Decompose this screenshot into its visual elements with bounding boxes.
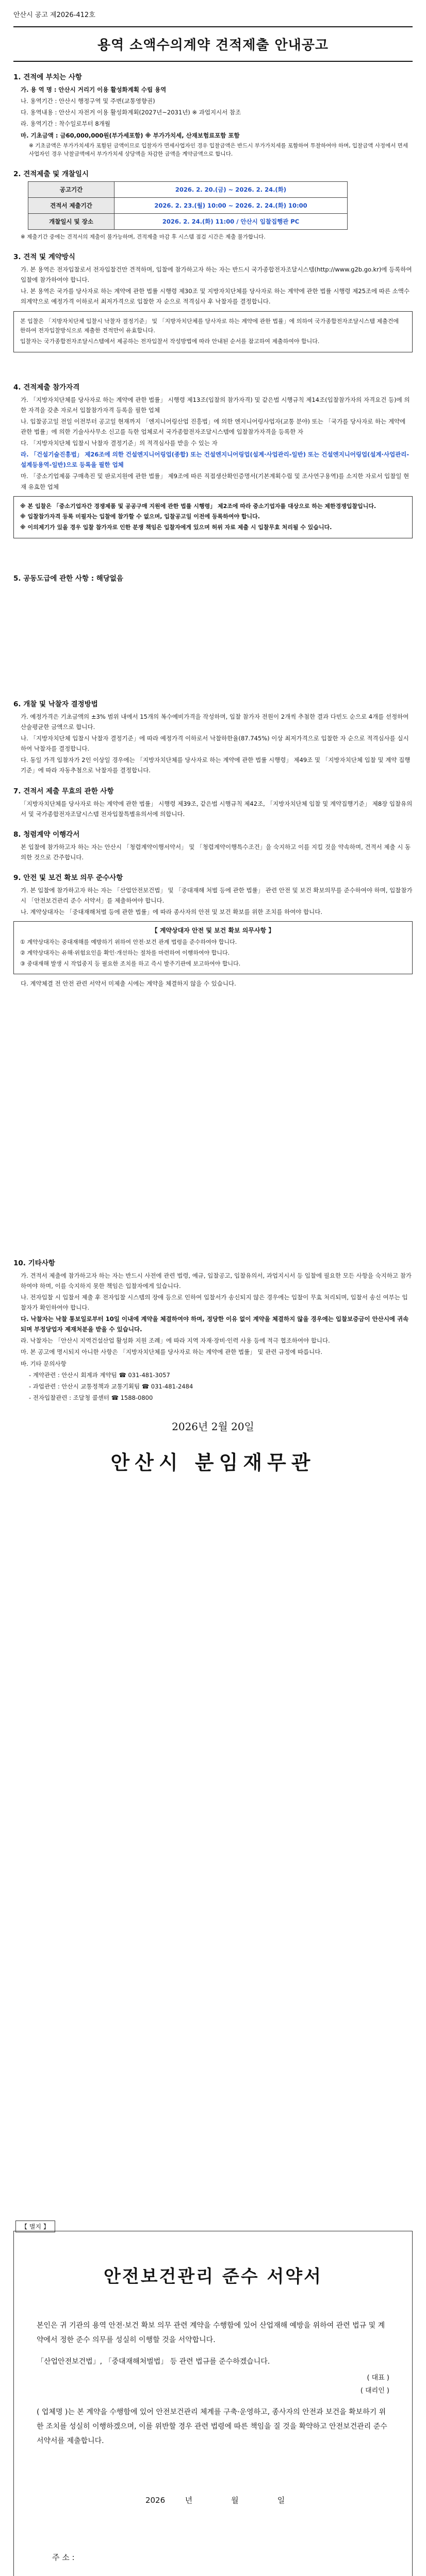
form-tag: 【 별지 】 xyxy=(15,2221,55,2232)
section-10-heading: 10. 기타사항 xyxy=(13,1259,55,1267)
sec9-after: 다. 계약체결 전 안전 관련 서약서 미제출 시에는 계약을 체결하지 않을 수 있습니다. xyxy=(21,980,236,988)
sec6-item: 가. 예정가격은 기초금액의 ±3% 범위 내에서 15개의 복수예비가격을 작성하며, 입찰 참가자 전원이 2개씩 추첨한 결과 다빈도 순으로 4개를 선정하여 산술평균한 금액으로 합니다. xyxy=(21,713,409,731)
sec9-box-line: ③ 중대재해 발생 시 작업중지 등 필요한 조치를 하고 즉시 발주기관에 보고하여야 합니다. xyxy=(20,960,241,967)
sec4-box-line: ※ 본 입찰은 「중소기업자간 경쟁제품 및 공공구매 지원에 관한 법률 시행령」 제2조에 따라 중소기업자를 대상으로 하는 제한경쟁입찰입니다. xyxy=(20,502,376,510)
sec2-note: ※ 제출기간 중에는 견적서의 제출이 불가능하며, 견적제출 마감 후 시스템 점검 시간은 제출 불가합니다. xyxy=(21,234,266,241)
section-3 xyxy=(13,251,413,352)
section-10 xyxy=(13,1257,413,1403)
pledge-title: 안전보건관리 준수 서약서 xyxy=(104,2266,322,2287)
sec9-obligation-box xyxy=(13,921,413,974)
sec10-item: 다. 낙찰자는 낙찰 통보일로부터 10일 이내에 계약을 체결하여야 하며, 정당한 이유 없이 계약을 체결하지 않을 경우에는 입찰보증금이 안산시에 귀속되며 부정당업자 제재처분을 받을 수 있습니다. xyxy=(21,1315,409,1333)
sec4-item: 마. 「중소기업제품 구매촉진 및 판로지원에 관한 법률」 제9조에 따른 직접생산확인증명서(기본계획수립 및 조사연구용역)를 소지한 자로서 입찰일 현재 유효한 업체 xyxy=(21,472,409,490)
schedule-value: 2026. 2. 24.(화) 11:00 / 안산시 입찰집행관 PC xyxy=(114,214,348,230)
sec9-box-title: 【 계약상대자 안전 및 보건 확보 의무사항 】 xyxy=(151,927,275,935)
sec6-item: 나. 「지방자치단체 입찰시 낙찰자 결정기준」에 따라 예정가격 이하로서 낙찰하한율(87.745%) 이상 최저가격으로 입찰한 자 순으로 적격심사를 실시하여 낙찰자를 결정합니다. xyxy=(21,735,409,753)
section-8-heading: 8. 청렴계약 이행각서 xyxy=(13,830,80,839)
pledge-para-2: 「산업안전보건법」, 「중대재해처벌법」 등 관련 법규를 준수하겠습니다. xyxy=(37,2358,270,2366)
section-4 xyxy=(13,381,413,538)
sec10-item: 마. 본 공고에 명시되지 아니한 사항은 「지방자치단체를 당사자로 하는 계약에 관한 법률」 및 관련 규정에 따릅니다. xyxy=(21,1348,323,1356)
section-8 xyxy=(13,828,413,862)
sec10-item: 가. 견적서 제출에 참가하고자 하는 자는 반드시 사전에 관련 법령, 예규, 입찰공고, 입찰유의서, 과업지시서 등 입찰에 필요한 모든 사항을 숙지하고 참가하여야 하며, 이를 숙지하지 못한 책임은 입찰자에게 있습니다. xyxy=(21,1272,412,1290)
table-row xyxy=(28,182,348,198)
sec3-notice-box xyxy=(13,311,413,352)
document-title: 용역 소액수의계약 견적제출 안내공고 xyxy=(13,26,413,62)
section-7 xyxy=(13,785,413,819)
schedule-key: 공고기간 xyxy=(28,182,114,198)
sec7-item: 「지방자치단체를 당사자로 하는 계약에 관한 법률」 시행령 제39조, 같은법 시행규칙 제42조, 「지방자치단체 입찰 및 계약집행기준」 제8장 입찰유의서 및 국가종합전자조달시스템 전자입찰특별유의서에 의합니다. xyxy=(21,800,413,818)
sec4-item: 나. 입찰공고일 전일 이전부터 공고일 현재까지 「엔지니어링산업 진흥법」에 의한 엔지니어링사업자(교통 분야) 또는 「국가를 당사자로 하는 계약에 관한 법률」에 의한 기술사사무소 신고를 득한 업체로서 국가종합전자조달시스템에 입찰참가자격을 등록한 자 xyxy=(21,417,406,435)
section-3-heading: 3. 견적 및 계약방식 xyxy=(13,253,75,262)
sec4-box-line: ※ 입찰참가자격 등록 미필자는 입찰에 참가할 수 없으며, 입찰공고일 이전에 등록하여야 합니다. xyxy=(20,513,260,520)
sec9-item: 나. 계약상대자는 「중대재해처벌 등에 관한 법률」에 따라 종사자의 안전 및 보건 확보를 위한 조치를 하여야 합니다. xyxy=(21,908,323,916)
sec4-notice-box xyxy=(13,496,413,538)
pledge-date-month-label: 월 xyxy=(231,2496,239,2505)
sec10-contact: - 계약관련 : 안산시 회계과 계약팀 ☎ 031-481-3057 xyxy=(29,1371,170,1379)
issue-date: 2026년 2월 20일 xyxy=(172,1420,254,1433)
sec4-item: 라. 「건설기술진흥법」 제26조에 의한 건설엔지니어링업(종합) 또는 건설엔지니어링업(설계·사업관리-일반) 또는 건설엔지니어링업(설계·사업관리-설계등용역-일반)으로 등록을 필한 업체 xyxy=(21,451,409,469)
section-1 xyxy=(13,71,413,159)
section-5-heading: 5. 공동도급에 관한 사항 : 해당없음 xyxy=(13,574,123,583)
sec10-item: 나. 전자입찰 시 입찰서 제출 후 전자입찰 시스템의 장애 등으로 인하여 입찰서가 송신되지 않은 경우에는 입찰이 무효 처리되며, 입찰서 송신 여부는 입찰자가 확인하여야 합니다. xyxy=(21,1293,408,1311)
table-row xyxy=(28,198,348,214)
issuer-name: 안산시 분임재무관 xyxy=(110,1451,316,1475)
sec1-item: 가. 용 역 명 : 안산시 거리기 이용 활성화계획 수립 용역 xyxy=(21,86,167,93)
sec3-item: 가. 본 용역은 전자입찰로서 전자입찰건만 견적하며, 입찰에 참가하고자 하는 자는 반드시 국가종합전자조달시스템(http://www.g2b.go.kr)에 등록하여 입찰에 참가하여야 합니다. xyxy=(21,266,412,284)
sec1-item: 나. 용역기간 : 안산시 행정구역 및 주변(교통영향권) xyxy=(21,97,155,105)
pledge-address-row xyxy=(52,2552,389,2563)
section-9-heading: 9. 안전 및 보건 확보 의무 준수사항 xyxy=(13,874,123,883)
pledge-para-3: ( 업체명 )는 본 계약을 수행함에 있어 안전보건관리 체계를 구축·운영하고, 종사자의 안전과 보건을 확보하기 위한 조치를 성실히 이행하겠으며, 이를 위반할 경우 관련 법령에 따른 책임을 질 것을 확약하고 안전보건관리 준수 서약서를 제출합니다. xyxy=(37,2408,387,2445)
sec10-item: 라. 낙찰자는 「안산시 지역건설산업 활성화 지원 조례」에 따라 지역 자재·장비·인력 사용 등에 적극 협조하여야 합니다. xyxy=(21,1337,330,1345)
schedule-value: 2026. 2. 20.(금) ~ 2026. 2. 24.(화) xyxy=(114,182,348,198)
sec9-item: 가. 본 입찰에 참가하고자 하는 자는 「산업안전보건법」 및 「중대재해 처벌 등에 관한 법률」 관련 안전 및 보건 확보의무를 준수하여야 하며, 입찰참가 시 「안전보건관리 준수 서약서」를 제출하여야 합니다. xyxy=(21,887,413,905)
section-9 xyxy=(13,872,413,989)
pledge-address-label: 주 소 : xyxy=(52,2553,75,2562)
section-1-heading: 1. 견적에 부치는 사항 xyxy=(13,73,82,81)
sec4-box-line: ※ 이의제기가 있을 경우 입찰 참가자로 인한 분쟁 책임은 입찰자에게 있으며 허위 자료 제출 시 입찰무효 처리될 수 있습니다. xyxy=(20,524,332,531)
schedule-value: 2026. 2. 23.(월) 10:00 ~ 2026. 2. 24.(화) 10:00 xyxy=(114,198,348,214)
schedule-key: 견적서 제출기간 xyxy=(28,198,114,214)
sec10-item: 바. 기타 문의사항 xyxy=(21,1360,67,1367)
sec3-item: 나. 본 용역은 국가를 당사자로 하는 계약에 관한 법률 시행령 제30조 및 지방자치단체를 당사자로 하는 계약에 관한 법률 시행령 제25조에 따른 소액수의계약으로 예정가격 이하로서 최저가격으로 입찰한 자 순으로 적격심사 후 낙찰자를 결정합니다. xyxy=(21,287,410,306)
table-row xyxy=(28,214,348,230)
sec1-item: 마. 기초금액 : 금60,000,000원(부가세포함) ※ 부가가치세, 산재보험료포함 포함 xyxy=(21,131,240,139)
sec3-box-line: 본 입찰은 「지방자치단체 입찰시 낙찰자 결정기준」 및 「지방자치단체를 당사자로 하는 계약에 관한 법률」에 의하여 국가종합전자조달시스템 제출건에 한하여 전자입찰방식으로 제출한 견적만이 유효합니다. xyxy=(20,317,399,334)
sec9-box-line: ② 계약상대자는 유해·위험요인을 확인·개선하는 절차를 마련하여 이행하여야 합니다. xyxy=(20,950,230,957)
section-6-heading: 6. 개찰 및 낙찰자 결정방법 xyxy=(13,700,98,708)
sec3-box-line: 입찰자는 국가종합전자조달시스템에서 제공하는 전자입찰서 작성방법에 따라 안내된 순서를 참고하여 제출하여야 합니다. xyxy=(20,337,320,345)
pledge-date xyxy=(37,2495,389,2505)
pledge-sign-line-1: ( 대표 ) xyxy=(367,2374,389,2382)
sec8-item: 본 입찰에 참가하고자 하는 자는 안산시 「청렴계약이행서약서」 및 「청렴계약이행특수조건」을 숙지하고 이를 지킬 것을 약속하며, 견적서 제출 시 동의한 것으로 간주합니다. xyxy=(21,843,411,861)
section-2 xyxy=(13,168,413,242)
sec4-item: 다. 「지방자치단체 입찰시 낙찰자 결정기준」의 적격심사를 받을 수 있는 자 xyxy=(21,439,218,447)
schedule-table xyxy=(28,181,348,230)
sec9-box-line: ① 계약상대자는 중대재해를 예방하기 위하여 안전·보건 관계 법령을 준수하여야 합니다. xyxy=(20,939,237,946)
section-5 xyxy=(13,572,413,583)
sec6-item: 다. 동일 가격 입찰자가 2인 이상일 경우에는 「지방자치단체를 당사자로 하는 계약에 관한 법률 시행령」 제49조 및 「지방자치단체 입찰 및 계약 집행기준」에 따라 자동추첨으로 낙찰자를 결정합니다. xyxy=(21,756,411,774)
notice-number: 안산시 공고 제2026-412호 xyxy=(13,11,95,19)
section-6 xyxy=(13,698,413,776)
sec4-item: 가. 「지방자치단체를 당사자로 하는 계약에 관한 법률」 시행령 제13조(입찰의 참가자격) 및 같은법 시행규칙 제14조(입찰참가자의 자격요건 등)에 의한 자격을 갖춘 자로서 입찰참가자격 등록을 필한 업체 xyxy=(21,396,410,414)
pledge-date-day-label: 일 xyxy=(277,2496,285,2505)
section-4-heading: 4. 견적제출 참가자격 xyxy=(13,383,80,392)
section-7-heading: 7. 견적서 제출 무효의 관한 사항 xyxy=(13,787,114,795)
sec1-note: ※ 기초금액은 부가가치세가 포함된 금액이므로 입찰자가 면세사업자인 경우 입찰금액은 반드시 부가가치세를 포함하여 투찰하여야 하며, 입찰금액 사정에서 면세사업자인 경우 낙찰금액에서 부가가치세 상당액을 차감한 금액을 계약금액으로 합니다. xyxy=(29,142,408,158)
pledge-date-year: 2026 xyxy=(145,2496,166,2505)
sec10-contact: - 과업관련 : 안산시 교통정책과 교통기획팀 ☎ 031-481-2484 xyxy=(29,1382,193,1390)
section-2-heading: 2. 견적제출 및 개찰일시 xyxy=(13,170,89,179)
sec1-item: 라. 용역기간 : 착수일로부터 8개월 xyxy=(21,120,110,128)
sec10-contact: - 전자입찰관련 : 조달청 콜센터 ☎ 1588-0800 xyxy=(29,1394,153,1401)
pledge-form xyxy=(13,2231,413,2576)
pledge-para-1: 본인은 귀 기관의 용역 안전·보건 확보 의무 관련 계약을 수행함에 있어 산업재해 예방을 위하여 관련 법규 및 계약에서 정한 준수 의무를 성실히 이행할 것을 서약합니다. xyxy=(37,2321,385,2344)
sec1-item: 다. 용역내용 : 안산시 자전거 이용 활성화계획(2027년~2031년) ※ 과업지시서 참조 xyxy=(21,109,241,116)
schedule-key: 개찰일시 및 장소 xyxy=(28,214,114,230)
pledge-sign-line-2: ( 대리인 ) xyxy=(360,2387,389,2395)
pledge-date-year-label: 년 xyxy=(185,2496,193,2505)
